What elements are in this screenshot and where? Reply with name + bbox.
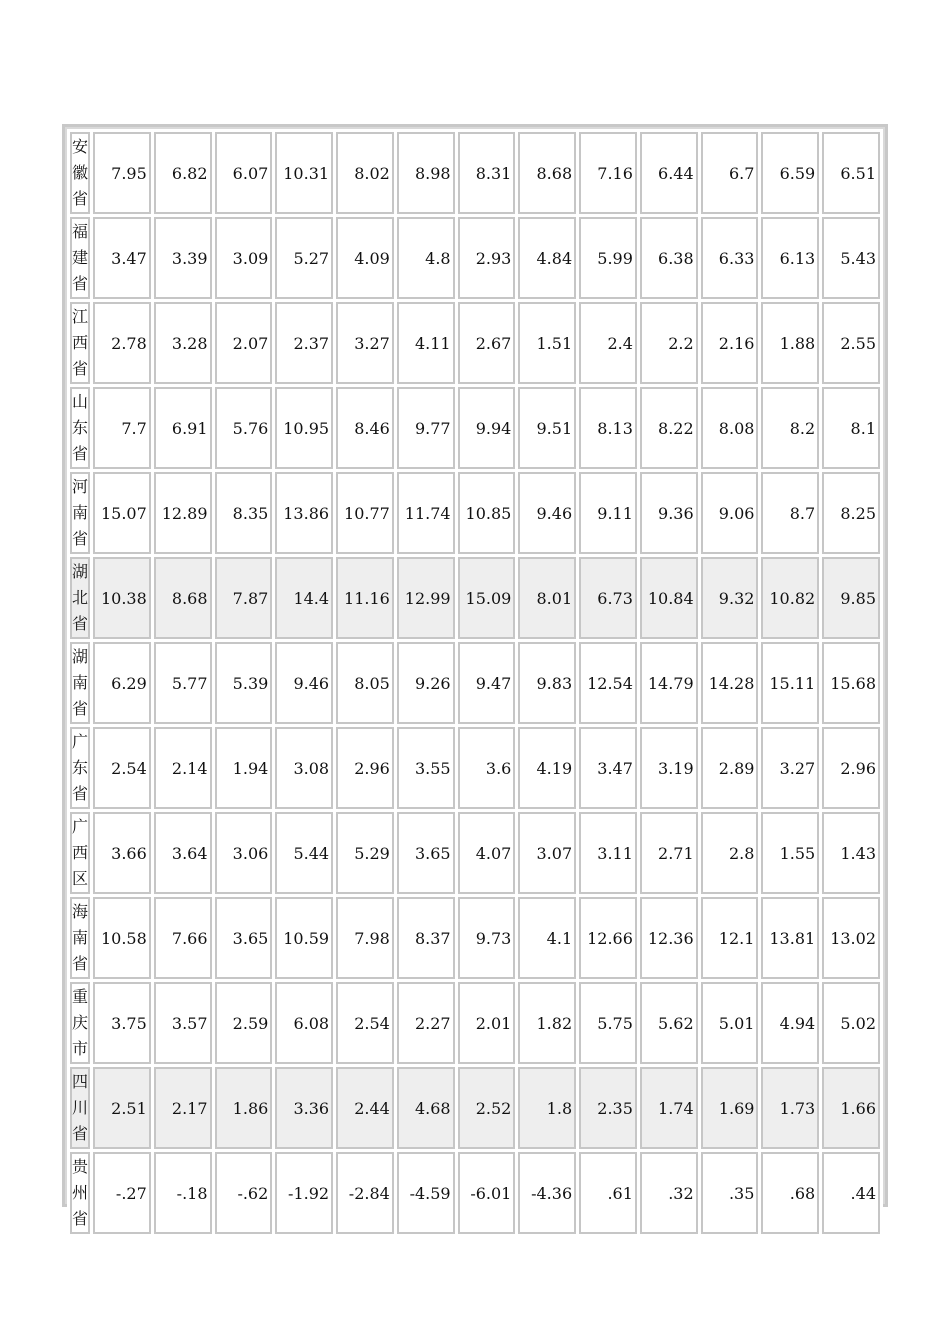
table-cell: 9.85 <box>822 557 880 639</box>
table-cell: 10.85 <box>458 472 516 554</box>
table-cell: 2.78 <box>93 302 151 384</box>
table-cell: 9.11 <box>579 472 637 554</box>
table-row <box>70 217 880 299</box>
table-body <box>70 132 880 1234</box>
table-cell: 1.69 <box>701 1067 759 1149</box>
table-cell: -.27 <box>93 1152 151 1234</box>
table-cell: 2.16 <box>701 302 759 384</box>
table-row <box>70 472 880 554</box>
table-cell: 8.68 <box>154 557 212 639</box>
table-cell: 3.75 <box>93 982 151 1064</box>
table-cell: 3.09 <box>215 217 273 299</box>
table-cell: 6.51 <box>822 132 880 214</box>
table-cell: 10.77 <box>336 472 394 554</box>
table-row <box>70 812 880 894</box>
table-cell: 4.94 <box>761 982 819 1064</box>
table-cell: 12.36 <box>640 897 698 979</box>
table-cell: 9.32 <box>701 557 759 639</box>
table-cell: 8.22 <box>640 387 698 469</box>
table-cell: 8.68 <box>518 132 576 214</box>
table-cell: -2.84 <box>336 1152 394 1234</box>
table-cell: 7.66 <box>154 897 212 979</box>
table-cell: 6.13 <box>761 217 819 299</box>
table-cell: 5.02 <box>822 982 880 1064</box>
table-cell: 2.07 <box>215 302 273 384</box>
table-cell: 7.87 <box>215 557 273 639</box>
table-cell: 8.7 <box>761 472 819 554</box>
table-cell: 8.05 <box>336 642 394 724</box>
table-cell: 10.95 <box>275 387 333 469</box>
table-cell: 9.47 <box>458 642 516 724</box>
table-cell: 3.64 <box>154 812 212 894</box>
table-cell: 9.51 <box>518 387 576 469</box>
table-cell: 2.52 <box>458 1067 516 1149</box>
table-cell: 12.54 <box>579 642 637 724</box>
table-cell: 5.43 <box>822 217 880 299</box>
table-cell: 2.35 <box>579 1067 637 1149</box>
table-cell: 6.73 <box>579 557 637 639</box>
table-cell: 8.25 <box>822 472 880 554</box>
table-cell: 15.11 <box>761 642 819 724</box>
table-cell: 2.89 <box>701 727 759 809</box>
table-cell: 1.82 <box>518 982 576 1064</box>
table-row <box>70 727 880 809</box>
table-cell: 15.07 <box>93 472 151 554</box>
row-header-province: 广西区 <box>70 812 90 894</box>
table-cell: 5.29 <box>336 812 394 894</box>
table-cell: 2.2 <box>640 302 698 384</box>
table-cell: 6.59 <box>761 132 819 214</box>
table-cell: 5.62 <box>640 982 698 1064</box>
row-header-province: 河南省 <box>70 472 90 554</box>
table-cell: .35 <box>701 1152 759 1234</box>
table-cell: 3.28 <box>154 302 212 384</box>
table-cell: 6.08 <box>275 982 333 1064</box>
table-cell: .68 <box>761 1152 819 1234</box>
table-cell: 12.99 <box>397 557 455 639</box>
table-cell: 3.27 <box>336 302 394 384</box>
table-cell: -4.36 <box>518 1152 576 1234</box>
table-cell: 10.82 <box>761 557 819 639</box>
table-cell: 5.75 <box>579 982 637 1064</box>
table-cell: 1.51 <box>518 302 576 384</box>
table-cell: 8.02 <box>336 132 394 214</box>
table-cell: 6.38 <box>640 217 698 299</box>
table-cell: 3.65 <box>215 897 273 979</box>
table-row <box>70 132 880 214</box>
table-cell: 5.99 <box>579 217 637 299</box>
table-cell: 4.09 <box>336 217 394 299</box>
row-header-province: 贵州省 <box>70 1152 90 1234</box>
table-cell: 15.09 <box>458 557 516 639</box>
table-cell: 9.83 <box>518 642 576 724</box>
row-header-province: 安徽省 <box>70 132 90 214</box>
row-header-province: 江西省 <box>70 302 90 384</box>
table-cell: 14.28 <box>701 642 759 724</box>
row-header-province: 重庆市 <box>70 982 90 1064</box>
table-cell: 3.08 <box>275 727 333 809</box>
table-cell: 3.47 <box>93 217 151 299</box>
table-cell: -1.92 <box>275 1152 333 1234</box>
row-header-province: 湖南省 <box>70 642 90 724</box>
table-cell: 3.39 <box>154 217 212 299</box>
row-header-province: 广东省 <box>70 727 90 809</box>
table-cell: 8.37 <box>397 897 455 979</box>
table-cell: 2.54 <box>336 982 394 1064</box>
table-cell: 3.06 <box>215 812 273 894</box>
data-table-frame <box>62 124 888 1228</box>
table-cell: 4.8 <box>397 217 455 299</box>
table-cell: 4.84 <box>518 217 576 299</box>
table-cell: 11.16 <box>336 557 394 639</box>
row-header-province: 山东省 <box>70 387 90 469</box>
table-row <box>70 982 880 1064</box>
table-cell: 8.08 <box>701 387 759 469</box>
table-row <box>70 642 880 724</box>
table-cell: 7.16 <box>579 132 637 214</box>
table-cell: 8.2 <box>761 387 819 469</box>
table-cell: -6.01 <box>458 1152 516 1234</box>
table-cell: 6.44 <box>640 132 698 214</box>
table-cell: 6.07 <box>215 132 273 214</box>
table-cell: 11.74 <box>397 472 455 554</box>
table-cell: 8.1 <box>822 387 880 469</box>
table-cell: 12.89 <box>154 472 212 554</box>
table-cell: 5.27 <box>275 217 333 299</box>
table-cell: 2.96 <box>336 727 394 809</box>
table-cell: 2.8 <box>701 812 759 894</box>
table-cell: 14.4 <box>275 557 333 639</box>
table-cell: 8.46 <box>336 387 394 469</box>
table-cell: 3.66 <box>93 812 151 894</box>
table-cell: 4.11 <box>397 302 455 384</box>
table-cell: 14.79 <box>640 642 698 724</box>
table-cell: 2.14 <box>154 727 212 809</box>
table-cell: 10.59 <box>275 897 333 979</box>
table-cell: .61 <box>579 1152 637 1234</box>
table-cell: 2.59 <box>215 982 273 1064</box>
table-cell: 2.71 <box>640 812 698 894</box>
table-cell: 4.1 <box>518 897 576 979</box>
table-cell: 8.13 <box>579 387 637 469</box>
table-cell: 2.54 <box>93 727 151 809</box>
table-cell: 1.88 <box>761 302 819 384</box>
table-cell: 5.01 <box>701 982 759 1064</box>
table-cell: 10.38 <box>93 557 151 639</box>
table-row <box>70 1152 880 1234</box>
table-cell: 5.77 <box>154 642 212 724</box>
province-data-table <box>67 129 883 1237</box>
table-cell: 9.36 <box>640 472 698 554</box>
table-cell: 2.93 <box>458 217 516 299</box>
table-cell: 1.74 <box>640 1067 698 1149</box>
table-cell: 1.73 <box>761 1067 819 1149</box>
table-cell: 1.8 <box>518 1067 576 1149</box>
table-row <box>70 302 880 384</box>
table-cell: 1.86 <box>215 1067 273 1149</box>
table-cell: -.18 <box>154 1152 212 1234</box>
table-cell: 9.46 <box>275 642 333 724</box>
table-cell: 3.27 <box>761 727 819 809</box>
table-cell: 4.68 <box>397 1067 455 1149</box>
table-cell: 2.67 <box>458 302 516 384</box>
table-cell: 2.96 <box>822 727 880 809</box>
table-cell: 1.55 <box>761 812 819 894</box>
table-cell: 8.01 <box>518 557 576 639</box>
table-cell: 5.44 <box>275 812 333 894</box>
table-cell: 13.81 <box>761 897 819 979</box>
table-cell: 3.57 <box>154 982 212 1064</box>
table-cell: 7.95 <box>93 132 151 214</box>
table-cell: 8.98 <box>397 132 455 214</box>
table-cell: 9.73 <box>458 897 516 979</box>
table-cell: .44 <box>822 1152 880 1234</box>
table-cell: 5.76 <box>215 387 273 469</box>
table-cell: 15.68 <box>822 642 880 724</box>
table-cell: 9.46 <box>518 472 576 554</box>
row-header-province: 福建省 <box>70 217 90 299</box>
table-cell: 6.7 <box>701 132 759 214</box>
table-cell: 2.27 <box>397 982 455 1064</box>
table-cell: 9.77 <box>397 387 455 469</box>
table-cell: 13.02 <box>822 897 880 979</box>
table-cell: 2.55 <box>822 302 880 384</box>
table-cell: 3.07 <box>518 812 576 894</box>
table-cell: 4.07 <box>458 812 516 894</box>
table-cell: 10.84 <box>640 557 698 639</box>
row-header-province: 海南省 <box>70 897 90 979</box>
row-header-province: 湖北省 <box>70 557 90 639</box>
table-cell: 6.82 <box>154 132 212 214</box>
table-cell: .32 <box>640 1152 698 1234</box>
table-cell: 8.35 <box>215 472 273 554</box>
table-row <box>70 557 880 639</box>
table-row <box>70 387 880 469</box>
table-row <box>70 897 880 979</box>
table-cell: 1.66 <box>822 1067 880 1149</box>
table-cell: 10.31 <box>275 132 333 214</box>
table-cell: 9.06 <box>701 472 759 554</box>
table-cell: 6.33 <box>701 217 759 299</box>
row-header-province: 四川省 <box>70 1067 90 1149</box>
table-cell: 3.36 <box>275 1067 333 1149</box>
table-row <box>70 1067 880 1149</box>
table-cell: 3.55 <box>397 727 455 809</box>
table-cell: 2.17 <box>154 1067 212 1149</box>
table-cell: 3.6 <box>458 727 516 809</box>
table-cell: 3.65 <box>397 812 455 894</box>
table-cell: 7.98 <box>336 897 394 979</box>
table-cell: 2.51 <box>93 1067 151 1149</box>
table-cell: 6.91 <box>154 387 212 469</box>
table-cell: 4.19 <box>518 727 576 809</box>
table-cell: 3.47 <box>579 727 637 809</box>
table-cell: 1.94 <box>215 727 273 809</box>
table-cell: 10.58 <box>93 897 151 979</box>
table-cell: 2.44 <box>336 1067 394 1149</box>
table-cell: 13.86 <box>275 472 333 554</box>
table-cell: 2.01 <box>458 982 516 1064</box>
table-cell: -.62 <box>215 1152 273 1234</box>
table-cell: 2.4 <box>579 302 637 384</box>
table-cell: 5.39 <box>215 642 273 724</box>
table-cell: 1.43 <box>822 812 880 894</box>
table-cell: 8.31 <box>458 132 516 214</box>
table-cell: 12.1 <box>701 897 759 979</box>
table-cell: 3.11 <box>579 812 637 894</box>
table-cell: 9.94 <box>458 387 516 469</box>
table-cell: 6.29 <box>93 642 151 724</box>
table-cell: 7.7 <box>93 387 151 469</box>
table-cell: 3.19 <box>640 727 698 809</box>
table-cell: 12.66 <box>579 897 637 979</box>
table-cell: 2.37 <box>275 302 333 384</box>
table-cell: -4.59 <box>397 1152 455 1234</box>
table-cell: 9.26 <box>397 642 455 724</box>
